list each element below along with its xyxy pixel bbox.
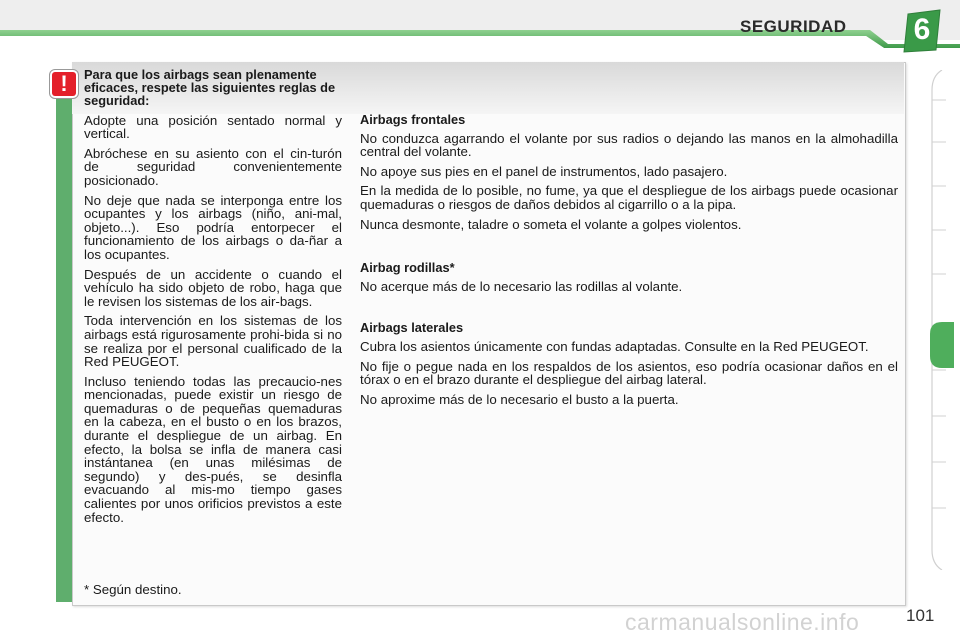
lateral-airbags-title: Airbags laterales bbox=[360, 320, 464, 336]
frontal-paragraph: No apoye sus pies en el panel de instrumentos, lado pasajero. bbox=[360, 163, 728, 179]
rule-paragraph: Abróchese en su asiento con el cin-turón de seguridad convenientemente posicionado. bbox=[84, 145, 342, 188]
right-column bbox=[360, 113, 898, 412]
safety-rules-heading: Para que los airbags sean plenamente eficaces, respete las siguientes reglas de seguridad: bbox=[84, 67, 336, 109]
rule-paragraph: Adopte una posición sentado normal y vertical. bbox=[84, 112, 342, 142]
page-number: 101 bbox=[906, 606, 935, 625]
frontal-paragraph: No conduzca agarrando el volante por sus radios o dejando las manos en la almohadilla central del volante. bbox=[360, 130, 898, 160]
frontal-airbags-title: Airbags frontales bbox=[360, 112, 466, 127]
lateral-paragraph: Cubra los asientos únicamente con fundas adaptadas. Consulte en la Red PEUGEOT. bbox=[360, 338, 869, 354]
frontal-paragraph: Nunca desmonte, taladre o someta el volante a golpes violentos. bbox=[360, 216, 742, 232]
knee-paragraph: No acerque más de lo necesario las rodillas al volante. bbox=[360, 278, 683, 294]
frontal-paragraph: En la medida de lo posible, no fume, ya que el despliegue de los airbags puede ocasionar quemaduras o riesgos de daños debidos al cigarrillo o a la pipa. bbox=[360, 183, 898, 212]
chapter-tabs[interactable] bbox=[928, 70, 954, 570]
frontal-airbags-section bbox=[360, 113, 898, 231]
footnote: * Según destino. bbox=[84, 582, 182, 597]
knee-airbag-section bbox=[360, 261, 898, 293]
left-column bbox=[84, 68, 342, 530]
green-side-stripe bbox=[56, 72, 72, 602]
watermark-text: carmanualsonline.info bbox=[625, 609, 860, 635]
chapter-number: 6 bbox=[913, 13, 931, 46]
section-title: SEGURIDAD bbox=[740, 17, 847, 36]
rule-paragraph: Toda intervención en los sistemas de los airbags está rigurosamente prohi-bida si no se realiza por el personal cualificado de la Red PEUGEOT. bbox=[84, 313, 342, 370]
rule-paragraph: Después de un accidente o cuando el vehículo ha sido objeto de robo, haga que le revisen los sistemas de los air-bags. bbox=[84, 266, 342, 309]
knee-airbag-title: Airbag rodillas* bbox=[360, 260, 455, 276]
lateral-airbags-section bbox=[360, 321, 898, 406]
warning-icon: ! bbox=[52, 72, 76, 96]
lateral-paragraph: No aproxime más de lo necesario el busto a la puerta. bbox=[360, 391, 679, 407]
lateral-paragraph: No fije o pegue nada en los respaldos de los asientos, eso podría ocasionar daños en el tórax o en el brazo durante el despliegue del airbag lateral. bbox=[360, 358, 898, 388]
rule-paragraph: No deje que nada se interponga entre los ocupantes y los airbags (niño, ani-mal, objeto...). Eso podría entorpecer el funcionamiento de los airbags o da-ñar a los ocupantes. bbox=[84, 192, 342, 262]
rule-paragraph: Incluso teniendo todas las precaucio-nes mencionadas, puede existir un riesgo de quemaduras o de pequeñas quemaduras en la cabeza, en el busto o en los brazos, durante el despliegue de un airbag. En efecto, la bolsa se infla de manera casi instántanea (en unas milésimas de segundo) y des-pués, se desinfla evacuando al mis-mo tiempo gases calientes por unos orificios previstos a este efecto. bbox=[84, 373, 342, 525]
